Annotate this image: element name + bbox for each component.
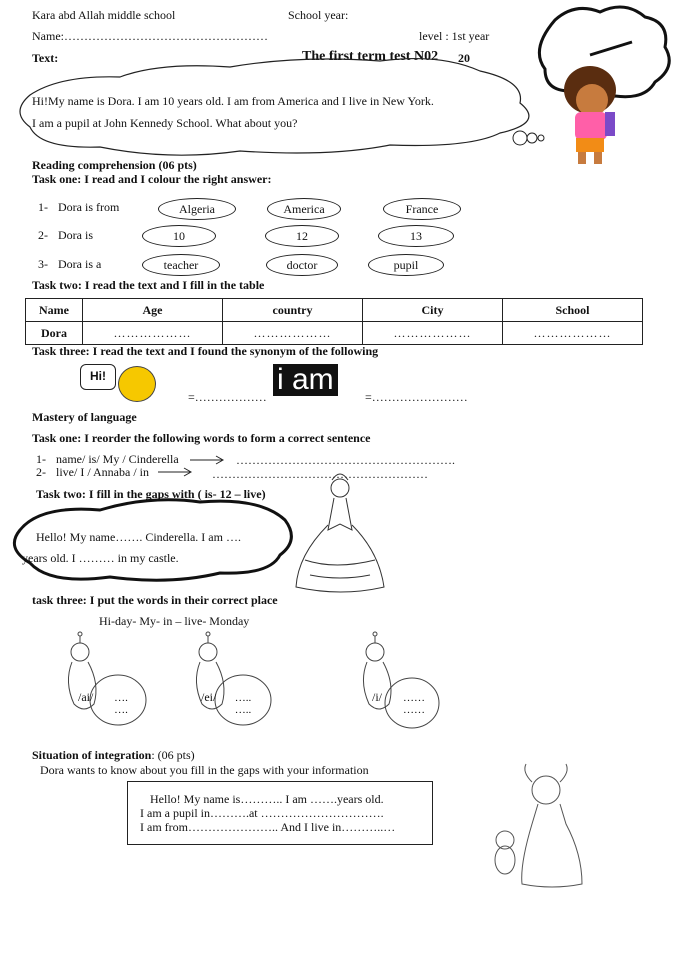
info-table	[25, 298, 643, 345]
situation-points: : (06 pts)	[151, 748, 195, 762]
situation-line-3[interactable]: I am from………………….. And I live in………..…	[140, 820, 396, 834]
row-2-number: 2-	[38, 228, 48, 242]
table-header-country: country	[223, 299, 363, 322]
ball-blank-ai[interactable]: …. ….	[114, 692, 128, 716]
option-pupil[interactable]: pupil	[368, 254, 444, 276]
table-header-school: School	[502, 299, 642, 322]
reading-task-one: Task one: I read and I colour the right answer:	[32, 172, 272, 186]
situation-title: Situation of integration	[32, 748, 152, 762]
option-doctor[interactable]: doctor	[266, 254, 338, 276]
school-name: Kara abd Allah middle school	[32, 8, 176, 22]
table-cell-city[interactable]: ………………	[363, 322, 503, 345]
option-america[interactable]: America	[267, 198, 341, 220]
reorder-1-blank[interactable]: ……………………………………………….	[236, 453, 455, 467]
row-2-label: Dora is	[58, 228, 93, 242]
reorder-2-blank[interactable]: ………………………………………………	[212, 467, 428, 481]
reorder-1-number: 1-	[36, 452, 46, 466]
reorder-2-words: live/ I / Annaba / in	[56, 465, 149, 479]
situation-line-1[interactable]: Hello! My name is……….. I am …….years old.	[150, 792, 384, 806]
reading-task-three: Task three: I read the text and I found the synonym of the following	[32, 344, 379, 358]
situation-box	[127, 781, 433, 845]
sound-label-ei: /ei/	[201, 690, 217, 704]
smiley-face-icon	[118, 366, 156, 402]
girl-illustration	[495, 764, 582, 887]
i-am-synonym-blank[interactable]: =……………………	[365, 390, 468, 404]
situation-heading	[32, 748, 195, 763]
ball-blank-i[interactable]: …… ……	[403, 692, 425, 716]
table-header-age: Age	[83, 299, 223, 322]
mastery-title: Mastery of language	[32, 410, 137, 424]
table-cell-school[interactable]: ………………	[502, 322, 642, 345]
row-1-number: 1-	[38, 200, 48, 214]
row-1-label: Dora is from	[58, 200, 120, 214]
reading-task-two: Task two: I read the text and I fill in the table	[32, 278, 265, 292]
table-cell-age[interactable]: ………………	[83, 322, 223, 345]
table-cell-name: Dora	[26, 322, 83, 345]
mastery-task-three: task three: I put the words in their correct place	[32, 593, 278, 607]
option-10[interactable]: 10	[142, 225, 216, 247]
text-label: Text:	[32, 51, 59, 65]
test-title: The first term test N02	[302, 49, 439, 64]
option-13[interactable]: 13	[378, 225, 454, 247]
intro-line-2: I am a pupil at John Kennedy School. What about you?	[32, 116, 298, 130]
level-label: level : 1st year	[419, 29, 490, 43]
cloud-gap-line-2: years old. I ……… in my castle.	[22, 551, 179, 565]
option-12[interactable]: 12	[265, 225, 339, 247]
cloud-gap-line-1: Hello! My name……. Cinderella. I am ….	[36, 530, 241, 544]
reading-title: Reading comprehension (06 pts)	[32, 158, 197, 172]
table-header-city: City	[363, 299, 503, 322]
i-am-label: i am	[273, 364, 338, 396]
hi-speech-badge: Hi!	[80, 364, 116, 390]
cinderella-illustration	[296, 474, 384, 592]
table-cell-country[interactable]: ………………	[223, 322, 363, 345]
situation-instruction: Dora wants to know about you fill in the gaps with your information	[40, 763, 369, 777]
table-header-row	[26, 299, 643, 322]
hi-synonym-blank[interactable]: =………………	[188, 390, 267, 404]
table-header-name: Name	[26, 299, 83, 322]
school-year-label: School year:	[288, 8, 349, 22]
mastery-task-one: Task one: I reorder the following words to form a correct sentence	[32, 431, 371, 445]
dora-illustration	[564, 66, 616, 164]
score-slash	[590, 42, 632, 55]
option-teacher[interactable]: teacher	[142, 254, 220, 276]
sound-label-i: /i/	[372, 690, 383, 704]
ball-blank-ei[interactable]: ….. …..	[234, 692, 252, 716]
word-list: Hi-day- My- in – live- Monday	[99, 614, 250, 628]
row-3-number: 3-	[38, 257, 48, 271]
mastery-task-two: Task two: I fill in the gaps with ( is- 12 – live)	[36, 487, 266, 501]
sound-label-ai: /ai/	[78, 690, 94, 704]
student-name-field[interactable]: Name:……………………………………………	[32, 29, 268, 43]
table-row	[26, 322, 643, 345]
score-total: 20	[458, 51, 470, 65]
reorder-2-number: 2-	[36, 465, 46, 479]
option-algeria[interactable]: Algeria	[158, 198, 236, 220]
row-3-label: Dora is a	[58, 257, 102, 271]
situation-line-2[interactable]: I am a pupil in……….at ………………………….	[140, 806, 384, 820]
intro-line-1: Hi!My name is Dora. I am 10 years old. I am from America and I live in New York.	[32, 94, 434, 108]
option-france[interactable]: France	[383, 198, 461, 220]
reorder-1-words: name/ is/ My / Cinderella	[56, 452, 179, 466]
